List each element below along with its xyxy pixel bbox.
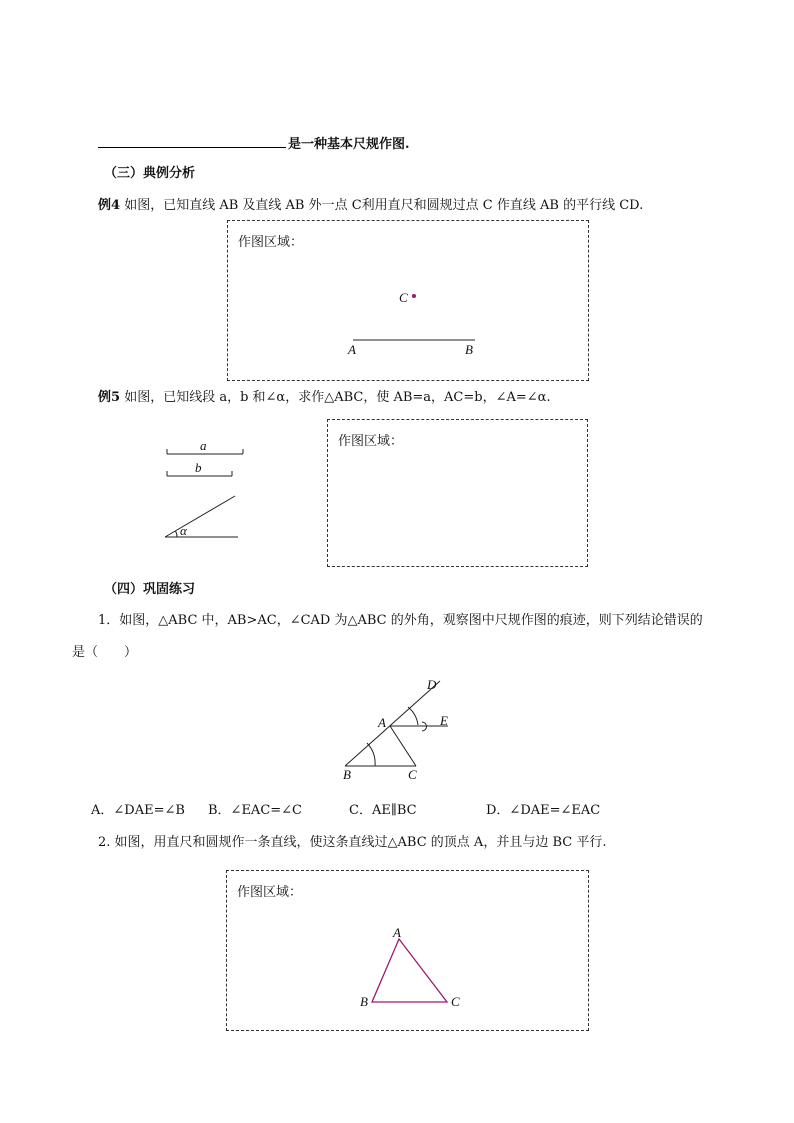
q1-figure <box>340 675 470 785</box>
ex5-given-figure <box>160 435 250 545</box>
angle-ray-slanted <box>165 496 235 537</box>
label-b: B <box>343 767 351 782</box>
ex4-figure <box>228 221 590 382</box>
triangle-abc <box>372 939 447 1002</box>
angle-arc <box>176 531 178 537</box>
q2-drawing-area[interactable] <box>226 870 589 1031</box>
ex4-text: 如图，已知直线 AB 及直线 AB 外一点 C利用直尺和圆规过点 C 作直线 AB 的平行线 CD. <box>124 198 644 213</box>
ex4-label: 例4 <box>98 198 121 213</box>
q2-figure <box>227 871 590 1032</box>
fill-blank-line <box>98 135 410 153</box>
label-a: A <box>378 715 386 730</box>
q1-text-line2: 是（ ） <box>72 645 138 660</box>
label-b: B <box>465 342 473 357</box>
ex5-label: 例5 <box>98 390 121 405</box>
q1-option-d[interactable]: D．∠DAE=∠EAC <box>486 803 601 818</box>
label-seg-b: b <box>195 460 202 475</box>
label-a: A <box>393 925 401 940</box>
ex4-drawing-area[interactable] <box>227 220 589 381</box>
q1-option-c[interactable]: C．AE∥BC <box>349 803 417 818</box>
arc-at-a <box>408 707 418 725</box>
label-e: E <box>440 713 448 728</box>
fill-blank-tail: 是一种基本尺规作图. <box>288 137 410 152</box>
point-c <box>412 294 416 298</box>
side-ac <box>390 726 416 766</box>
label-seg-a: a <box>200 438 207 453</box>
q2-area-label: 作图区域： <box>237 885 303 900</box>
answer-blank[interactable] <box>98 135 286 148</box>
label-c: C <box>408 767 417 782</box>
section4-title: （四）巩固练习 <box>104 582 196 597</box>
label-c: C <box>451 994 460 1009</box>
q1-option-a[interactable]: A．∠DAE=∠B <box>91 803 185 818</box>
q1-option-b[interactable]: B．∠EAC=∠C <box>208 803 303 818</box>
ex5-statement <box>98 390 551 406</box>
label-a: A <box>348 342 356 357</box>
label-c: C <box>399 290 408 305</box>
arc-at-b <box>367 743 375 766</box>
ex5-text: 如图，已知线段 a，b 和∠α，求作△ABC，使 AB=a，AC=b，∠A=∠α. <box>124 390 551 405</box>
label-d: D <box>427 677 437 692</box>
q2-text: 2. 如图，用直尺和圆规作一条直线，使这条直线过△ABC 的顶点 A，并且与边 BC 平行. <box>98 835 607 850</box>
q1-text-line1: 1．如图，△ABC 中，AB>AC，∠CAD 为△ABC 的外角，观察图中尺规作图的痕迹，则下列结论错误的 <box>98 613 703 628</box>
label-b: B <box>360 994 368 1009</box>
ex4-area-label: 作图区域： <box>238 235 304 250</box>
ex5-drawing-area[interactable] <box>327 419 588 567</box>
section3-title: （三）典例分析 <box>104 166 196 181</box>
label-alpha: α <box>180 523 187 538</box>
ex4-statement <box>98 198 643 214</box>
ex5-area-label: 作图区域： <box>338 434 404 449</box>
